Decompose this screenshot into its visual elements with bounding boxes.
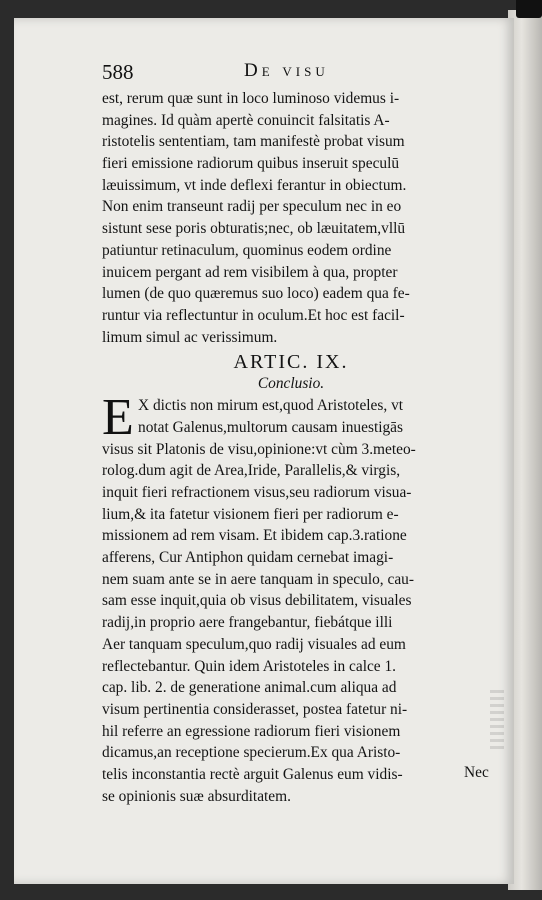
text-line: visum pertinentia considerasset, postea fatetur ni- xyxy=(102,700,408,718)
text-line: telis inconstantia rectè arguit Galenus eum vidis- xyxy=(102,765,403,783)
text-line: dicamus,an receptione specierum.Ex qua Aristo- xyxy=(102,744,401,762)
text-line: afferens, Cur Antiphon quidam cernebat imagi- xyxy=(102,549,394,567)
page-number: 588 xyxy=(102,60,134,84)
running-title: De visu xyxy=(244,60,329,81)
text-line: sistunt sese poris obturatis;nec, ob læuitatem,vllū xyxy=(102,220,406,238)
text-line: limum simul ac verissimum. xyxy=(102,328,278,346)
bleed-through-marks xyxy=(490,690,504,750)
text-line: inquit fieri refractionem visus,seu radiorum visua- xyxy=(102,484,412,501)
page-header xyxy=(102,58,482,86)
text-line: X dictis non mirum est,quod Aristoteles, vt xyxy=(138,397,404,415)
article-heading: ARTIC. IX. xyxy=(233,351,349,374)
text-line: inuicem pergant ad rem visibilem à qua, propter xyxy=(102,263,398,281)
drop-cap: E xyxy=(102,389,134,447)
text-line: ristotelis sententiam, tam manifestè probat visum xyxy=(102,133,405,151)
text-line: sam esse inquit,quia ob visus debilitatem, visuales xyxy=(102,592,412,610)
paragraph-1 xyxy=(102,88,480,348)
text-line: lium,& ita fatetur visionem fieri per radiorum e- xyxy=(102,505,399,523)
text-line: Non enim transeunt radij per speculum nec in eo xyxy=(102,198,402,216)
text-line: nem suam ante se in aere tanquam in speculo, cau- xyxy=(102,570,414,588)
text-line: se opinionis suæ absurditatem. xyxy=(102,787,291,805)
text-line: lumen (de quo quæremus suo loco) eadem qua fe- xyxy=(102,285,410,303)
page-body xyxy=(102,88,480,807)
text-line: missionem ad rem visam. Et ibidem cap.3.ratione xyxy=(102,527,407,545)
text-line: notat Galenus,multorum causam inuestigās xyxy=(138,418,404,436)
text-line: patiuntur retinaculum, quominus eodem ordine xyxy=(102,241,392,259)
text-line: Aer tanquam speculum,quo radij visuales ad eum xyxy=(102,635,406,653)
article-subheading: Conclusio. xyxy=(257,375,325,393)
text-line: runtur via reflectuntur in oculum.Et hoc est facil- xyxy=(102,306,405,324)
text-line: radij,in proprio aere frangebantur, fiebátque illi xyxy=(102,614,393,632)
text-line: fieri emissione radiorum quibus inseruit speculū xyxy=(102,155,400,173)
text-line: rolog.dum agit de Area,Iride, Parallelis,& virgis, xyxy=(102,462,401,480)
paragraph-2 xyxy=(102,389,480,807)
text-line: læuissimum, vt inde deflexi ferantur in obiectum. xyxy=(102,176,407,194)
page-clip xyxy=(516,0,542,18)
text-line: reflectebantur. Quin idem Aristoteles in calce 1. xyxy=(102,657,397,675)
text-line: hil referre an egressione radiorum fieri visionem xyxy=(102,722,401,740)
text-line: magines. Id quàm apertè conuincit falsitatis A- xyxy=(102,111,390,129)
text-line: cap. lib. 2. de generatione animal.cum aliqua ad xyxy=(102,679,397,697)
text-line: visus sit Platonis de visu,opinione:vt cùm 3.meteo- xyxy=(102,440,416,458)
text-line: est, rerum quæ sunt in loco luminoso videmus i- xyxy=(102,90,400,107)
catchword: Nec xyxy=(464,764,489,781)
